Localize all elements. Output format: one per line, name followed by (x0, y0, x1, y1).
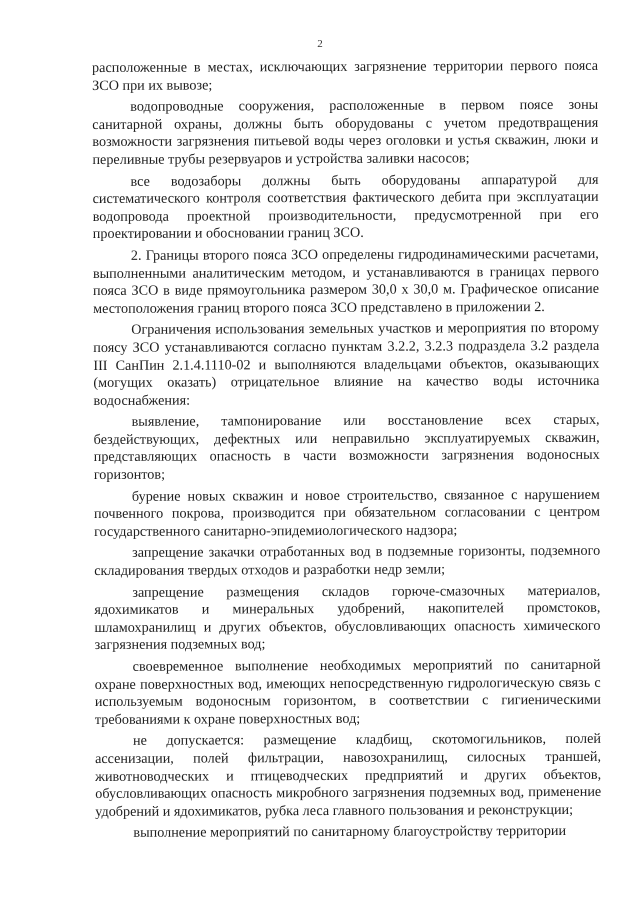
paragraph: все водозаборы должны быть оборудованы аппаратурой для систематического контроля соответствия фактического дебита при эксплуатации водопровода проектной производительности, предусмотренной при его проектировании и обосновании границ ЗСО. (92, 171, 599, 243)
page-number: 2 (317, 38, 323, 50)
paragraph-continuation: расположенные в местах, исключающих загрязнение территории первого пояса ЗСО при их вывозе; (92, 57, 599, 94)
paragraph: выявление, тампонирование или восстановление всех старых, бездействующих, дефектных или неправильно эксплуатируемых скважин, представляющих опасность в части возможности загрязнения водоносных горизонтов; (93, 412, 600, 484)
paragraph: запрещение размещения складов горюче-смазочных материалов, ядохимикатов и минеральных удобрений, накопителей промстоков, шламохранилищ и других объектов, обусловливающих опасность химического загрязнения подземных вод; (94, 582, 601, 654)
paragraph: 2. Границы второго пояса ЗСО определены гидродинамическими расчетами, выполненными аналитическим методом, и устанавливаются в границах первого пояса ЗСО в виде прямоугольника размером 30,0 х 30,0 м. Графическое описание местоположения границ второго пояса ЗСО представлено в приложении 2. (92, 245, 600, 317)
paragraph: Ограничения использования земельных участков и мероприятия по второму поясу ЗСО устанавливаются согласно пунктам 3.2.2, 3.2.3 подраздела 3.2 раздела III СанПин 2.1.4.1110-02 и выполняются владельцами объектов, оказывающих (могущих оказать) отрицательное влияние на качество воды источника водоснабжения: (93, 320, 600, 409)
paragraph: выполнение мероприятий по санитарному благоустройству территории (133, 823, 567, 842)
document-body (92, 58, 601, 845)
paragraph: запрещение закачки отработанных вод в подземные горизонты, подземного складирования твердых отходов и разработки недр земли; (94, 543, 601, 580)
paragraph: водопроводные сооружения, расположенные в первом поясе зоны санитарной охраны, должны быть оборудованы с учетом предотвращения возможности загрязнения питьевой воды через оголовки и устья скважин, люки и переливные трубы резервуаров и устройства заливки насосов; (92, 96, 599, 168)
paragraph: не допускается: размещение кладбищ, скотомогильников, полей ассенизации, полей фильтрации, навозохранилищ, силосных траншей, животноводческих и птицеводческих предприятий и других объектов, обусловливающих опасность микробного загрязнения подземных вод, применение удобрений и ядохимикатов, рубка леса главного пользования и реконструкции; (95, 731, 602, 820)
paragraph: своевременное выполнение необходимых мероприятий по санитарной охране поверхностных вод, имеющих непосредственную гидрологическую связь с используемым водоносным горизонтом, в соответствии с гигиеническими требованиями к охране поверхностных вод; (94, 656, 601, 728)
paragraph: бурение новых скважин и новое строительство, связанное с нарушением почвенного покрова, производится при обязательном согласовании с центром государственного санитарно-эпидемиологического надзора; (93, 486, 601, 540)
